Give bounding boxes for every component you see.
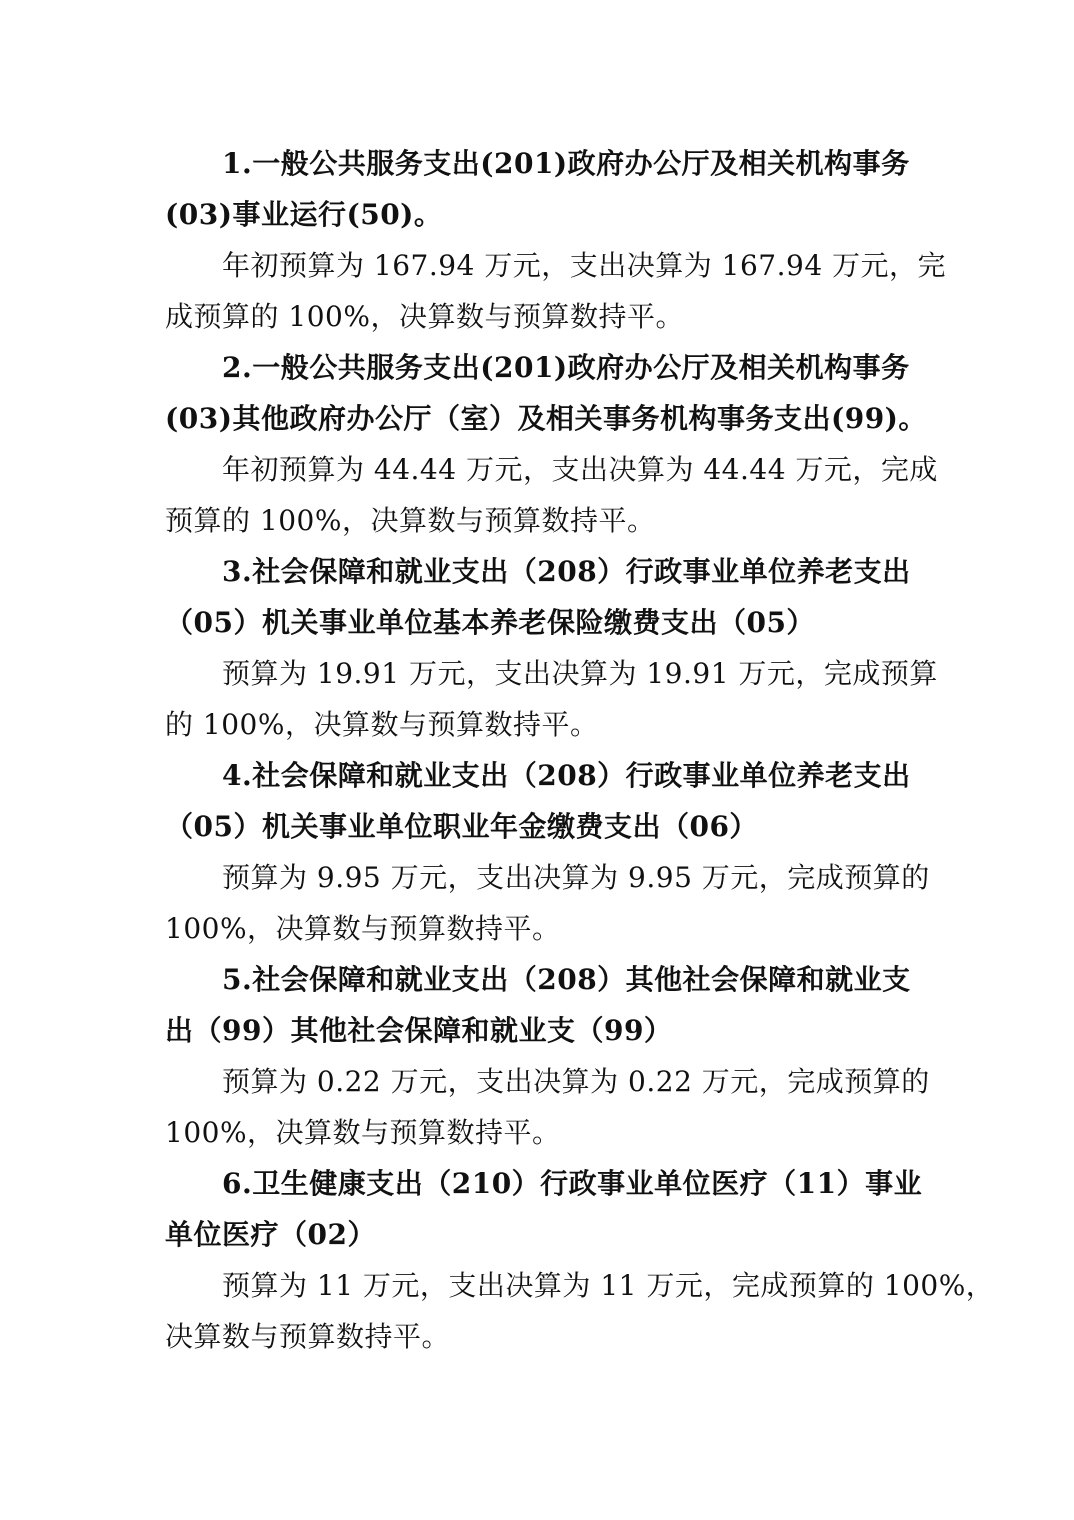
body-line: 的 100%，决算数与预算数持平。 xyxy=(165,708,599,741)
heading-line: 4.社会保障和就业支出（208）行政事业单位养老支出 xyxy=(222,759,911,792)
body-line: 预算为 19.91 万元，支出决算为 19.91 万元，完成预算 xyxy=(222,657,938,690)
body-line: 成预算的 100%，决算数与预算数持平。 xyxy=(165,300,684,333)
heading-line: 6.卫生健康支出（210）行政事业单位医疗（11）事业 xyxy=(222,1167,923,1200)
section-item-3 xyxy=(165,546,938,750)
section-item-5 xyxy=(165,954,930,1158)
section-heading xyxy=(165,138,915,240)
body-line: 预算的 100%，决算数与预算数持平。 xyxy=(165,504,656,537)
heading-line: 3.社会保障和就业支出（208）行政事业单位养老支出 xyxy=(222,555,911,588)
section-body xyxy=(165,1056,930,1158)
section-body xyxy=(165,852,930,954)
body-line: 预算为 11 万元，支出决算为 11 万元，完成预算的 100%， xyxy=(222,1269,995,1302)
heading-line: 单位医疗（02） xyxy=(165,1218,376,1251)
section-heading xyxy=(165,342,927,444)
section-body xyxy=(165,444,938,546)
heading-line: 2.一般公共服务支出(201)政府办公厅及相关机构事务 xyxy=(222,351,910,384)
heading-line: 1.一般公共服务支出(201)政府办公厅及相关机构事务 xyxy=(222,147,910,180)
body-line: 100%，决算数与预算数持平。 xyxy=(165,912,561,945)
body-line: 年初预算为 44.44 万元，支出决算为 44.44 万元，完成 xyxy=(222,453,938,486)
section-body xyxy=(165,648,938,750)
section-heading xyxy=(165,750,915,852)
document-page xyxy=(165,138,995,1362)
section-heading xyxy=(165,1158,923,1260)
heading-line: (03)事业运行(50)。 xyxy=(165,198,443,231)
body-line: 预算为 0.22 万元，支出决算为 0.22 万元，完成预算的 xyxy=(222,1065,930,1098)
body-line: 年初预算为 167.94 万元，支出决算为 167.94 万元，完 xyxy=(222,249,947,282)
section-item-1 xyxy=(165,138,947,342)
section-item-4 xyxy=(165,750,930,954)
section-item-2 xyxy=(165,342,938,546)
heading-line: （05）机关事业单位职业年金缴费支出（06） xyxy=(165,810,758,843)
heading-line: 出（99）其他社会保障和就业支（99） xyxy=(165,1014,673,1047)
section-heading xyxy=(165,546,915,648)
heading-line: （05）机关事业单位基本养老保险缴费支出（05） xyxy=(165,606,815,639)
body-line: 100%，决算数与预算数持平。 xyxy=(165,1116,561,1149)
section-body xyxy=(165,1260,995,1362)
heading-line: (03)其他政府办公厅（室）及相关事务机构事务支出(99)。 xyxy=(165,402,927,435)
section-body xyxy=(165,240,947,342)
body-line: 决算数与预算数持平。 xyxy=(165,1320,451,1353)
section-item-6 xyxy=(165,1158,995,1362)
heading-line: 5.社会保障和就业支出（208）其他社会保障和就业支 xyxy=(222,963,911,996)
section-heading xyxy=(165,954,915,1056)
body-line: 预算为 9.95 万元，支出决算为 9.95 万元，完成预算的 xyxy=(222,861,930,894)
